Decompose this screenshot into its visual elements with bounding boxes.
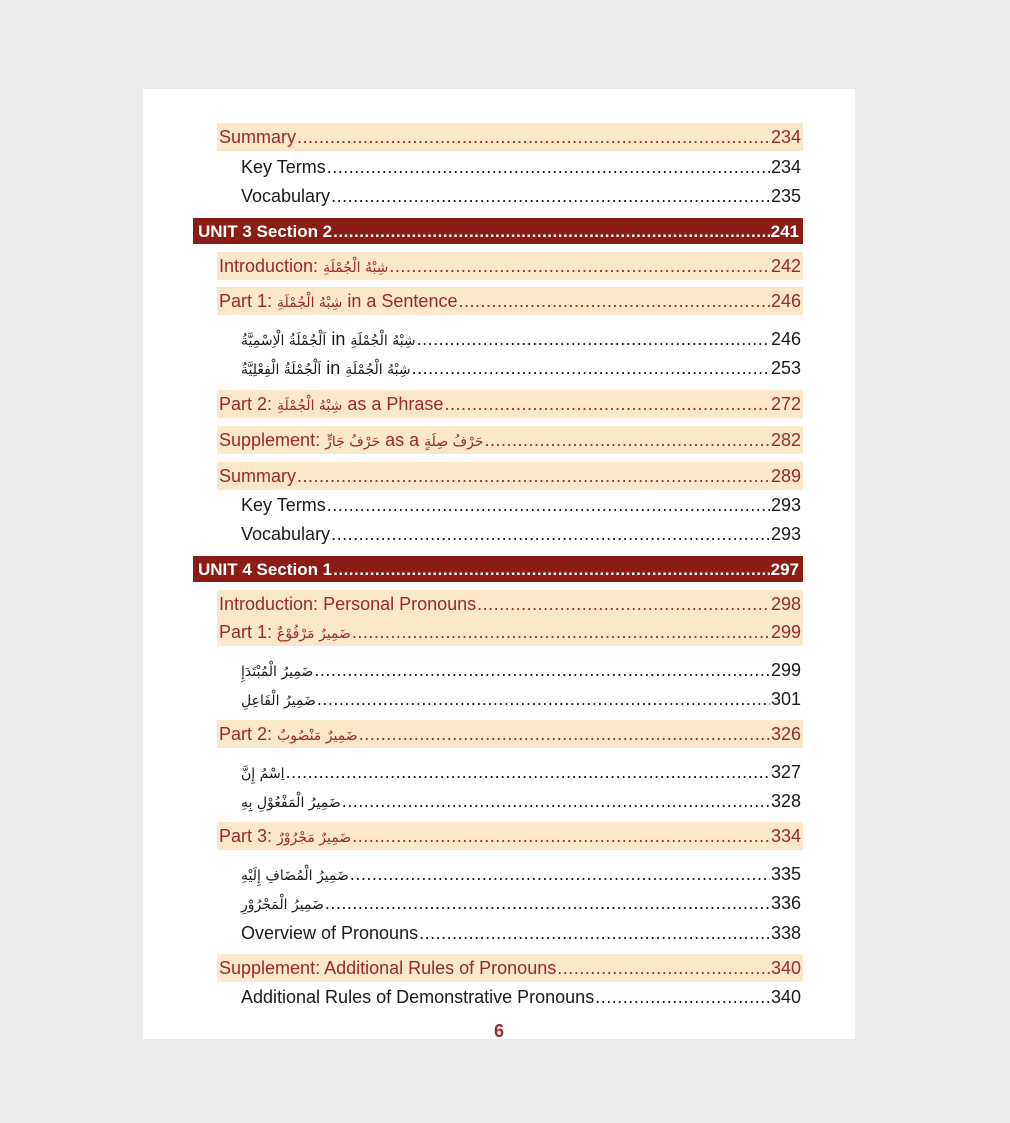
toc-entry-title [219, 467, 296, 485]
toc-entry-title [241, 865, 349, 883]
arabic-term: اِسْمُ إِنَّ [241, 766, 285, 782]
arabic-term: ضَمِيرٌ مَجْرُوْرٌ [277, 830, 352, 846]
arabic-term: اَلْجُمْلَةُ الْفِعْلِيَّةُ [241, 362, 322, 378]
dot-leader [297, 128, 770, 146]
dot-leader [342, 792, 770, 810]
toc-page-number: 253 [770, 358, 801, 378]
toc-page-number: 335 [770, 864, 801, 884]
toc-page-number: 340 [770, 958, 801, 978]
toc-entry-title [219, 257, 388, 275]
dot-leader [350, 865, 770, 883]
toc-page-number: 298 [770, 594, 801, 614]
dot-leader [417, 330, 770, 348]
toc-entry-text: UNIT 3 Section 2 [198, 221, 333, 241]
toc-page-number: 299 [770, 622, 801, 642]
toc-entry-title [219, 595, 476, 613]
dot-leader [333, 223, 769, 240]
dot-leader [419, 924, 770, 942]
arabic-term: ضَمِيرُ الْمَفْعُوْلِ بِهِ [241, 795, 341, 811]
toc-page-number: 340 [770, 987, 801, 1007]
toc-entry-title [241, 496, 326, 514]
arabic-term: ضَمِيرُ الْمُضَافِ إِلَيْهِ [241, 868, 349, 884]
toc-entry-title [219, 827, 351, 845]
dot-leader [317, 690, 770, 708]
toc-entry-text: Part 2: [219, 724, 278, 744]
toc-page-number: 246 [770, 329, 801, 349]
arabic-term: شِبْهُ الْجُمْلَةِ [350, 333, 416, 349]
toc-entry-text: as a Phrase [342, 394, 444, 414]
toc-subentry [217, 354, 803, 382]
dot-leader [477, 595, 770, 613]
dot-leader [359, 725, 770, 743]
toc-section-entry [217, 720, 803, 748]
toc-subentry [217, 889, 803, 917]
toc-page-number: 327 [770, 762, 801, 782]
toc-subentry [217, 758, 803, 786]
toc-page-number: 293 [770, 495, 801, 515]
toc-subentry [217, 787, 803, 815]
toc-entry-title [241, 988, 594, 1006]
toc-entry-text: UNIT 4 Section 1 [198, 559, 333, 579]
dot-leader [331, 187, 770, 205]
toc-entry-title [241, 525, 330, 543]
toc-entry-text: as a [380, 430, 425, 450]
toc-entry-text: in a Sentence [342, 291, 458, 311]
toc-entry-text: Summary [219, 127, 297, 147]
arabic-term: شِبْهُ الْجُمْلَةِ [345, 362, 411, 378]
toc-entry-text: in [321, 358, 346, 378]
toc-page-number: 293 [770, 524, 801, 544]
toc-page-number: 336 [770, 893, 801, 913]
toc-entry-text: Introduction: Personal Pronouns [219, 594, 477, 614]
dot-leader [352, 827, 770, 845]
arabic-term: اَلْجُمْلَةُ الْاِسْمِيَّةُ [241, 333, 327, 349]
toc-page-number: 282 [770, 430, 801, 450]
toc-subentry [217, 153, 803, 181]
toc-entry-text: Summary [219, 466, 297, 486]
dot-leader [297, 467, 770, 485]
toc-entry-text: Overview of Pronouns [241, 923, 419, 943]
toc-entry-title [241, 359, 411, 377]
toc-page-number: 242 [770, 256, 801, 276]
toc-section-entry [217, 426, 803, 454]
toc-entry-title [219, 725, 358, 743]
arabic-term: شِبْهُ الْجُمْلَةِ [277, 295, 343, 311]
toc-entry-title [241, 792, 341, 810]
toc-page-number: 328 [770, 791, 801, 811]
toc-entry-title [219, 292, 457, 310]
toc-subentry [217, 182, 803, 210]
toc-entry-title [241, 187, 330, 205]
toc-page-number: 246 [770, 291, 801, 311]
toc-entry-text: Key Terms [241, 157, 326, 177]
page-number: 6 [493, 1021, 504, 1041]
arabic-term: حَرْفُ صِلَةٍ [424, 434, 484, 450]
toc-entry-text: Supplement: [219, 430, 326, 450]
toc-entry-title [241, 690, 316, 708]
document-page [143, 89, 855, 1039]
toc-unit-heading [193, 218, 803, 244]
dot-leader [595, 988, 770, 1006]
toc-entry-text: Vocabulary [241, 186, 331, 206]
toc-entry-text: in [326, 329, 351, 349]
toc-page-number: 289 [770, 466, 801, 486]
toc-entry-text: Part 1: [219, 291, 278, 311]
toc-section-entry [217, 390, 803, 418]
toc-subentry [217, 325, 803, 353]
toc-unit-heading [193, 556, 803, 582]
toc-entry-text: Vocabulary [241, 524, 331, 544]
dot-leader [389, 257, 770, 275]
toc-page-number: 297 [770, 559, 799, 579]
toc-page-number: 235 [770, 186, 801, 206]
toc-subentry [217, 860, 803, 888]
arabic-term: حَرْفُ جَارٍّ [325, 434, 381, 450]
toc-entry-text: Introduction: [219, 256, 324, 276]
toc-entry-title [219, 395, 443, 413]
toc-entry-text: Part 1: [219, 622, 278, 642]
arabic-term: ضَمِيرٌ مَرْفُوْعٌ [277, 626, 351, 642]
toc-entry-title [241, 661, 313, 679]
arabic-term: ضَمِيرُ الْمُبْتَدَإِ [241, 664, 314, 680]
toc-section-entry [217, 822, 803, 850]
arabic-term: ضَمِيرُ الْفَاعِلِ [241, 693, 316, 709]
toc-page-number: 299 [770, 660, 801, 680]
dot-leader [557, 959, 770, 977]
arabic-term: شِبْهُ الْجُمْلَةِ [277, 398, 343, 414]
toc-entry-title [219, 959, 556, 977]
dot-leader [286, 763, 770, 781]
toc-entry-title [241, 330, 416, 348]
toc-entry-text: Key Terms [241, 495, 326, 515]
toc-subentry [217, 520, 803, 548]
toc-entry-text: Part 2: [219, 394, 278, 414]
toc-page-number: 338 [770, 923, 801, 943]
toc-entry-text: Additional Rules of Demonstrative Pronouns [241, 987, 595, 1007]
toc-entry-title [198, 561, 332, 578]
dot-leader [444, 395, 770, 413]
toc-page-number: 301 [770, 689, 801, 709]
toc-subentry [217, 919, 803, 947]
toc-entry-text: Part 3: [219, 826, 278, 846]
toc-entry-title [219, 623, 351, 641]
toc-section-entry [217, 252, 803, 280]
dot-leader [485, 431, 770, 449]
toc-section-entry [217, 123, 803, 151]
toc-section-entry [217, 954, 803, 982]
toc-entry-title [219, 128, 296, 146]
arabic-term: ضَمِيرُ الْمَجْرُوْرِ [241, 897, 324, 913]
toc-subentry [217, 491, 803, 519]
toc-section-entry [217, 618, 803, 646]
dot-leader [325, 894, 770, 912]
toc-section-entry [217, 590, 803, 618]
toc-page-number: 272 [770, 394, 801, 414]
toc-subentry [217, 656, 803, 684]
dot-leader [331, 525, 770, 543]
toc-entry-title [241, 158, 326, 176]
dot-leader [458, 292, 769, 310]
toc-page-number: 326 [770, 724, 801, 744]
toc-page-number: 234 [770, 127, 801, 147]
dot-leader [314, 661, 770, 679]
toc-entry-title [198, 223, 332, 240]
dot-leader [412, 359, 770, 377]
toc-page-number: 234 [770, 157, 801, 177]
dot-leader [333, 561, 769, 578]
toc-entry-title [241, 924, 418, 942]
toc-subentry [217, 685, 803, 713]
toc-subentry [217, 983, 803, 1011]
toc-section-entry [217, 287, 803, 315]
dot-leader [352, 623, 770, 641]
toc-page-number: 334 [770, 826, 801, 846]
toc-entry-title [241, 763, 285, 781]
dot-leader [327, 496, 770, 514]
toc-entry-text: Supplement: Additional Rules of Pronouns [219, 958, 557, 978]
dot-leader [327, 158, 770, 176]
toc-section-entry [217, 462, 803, 490]
toc-entry-title [219, 431, 484, 449]
arabic-term: ضَمِيرٌ مَنْصُوبٌ [277, 728, 358, 744]
arabic-term: شِبْهُ الْجُمْلَةِ [323, 260, 389, 276]
toc-entry-title [241, 894, 324, 912]
toc-page-number: 241 [770, 221, 799, 241]
